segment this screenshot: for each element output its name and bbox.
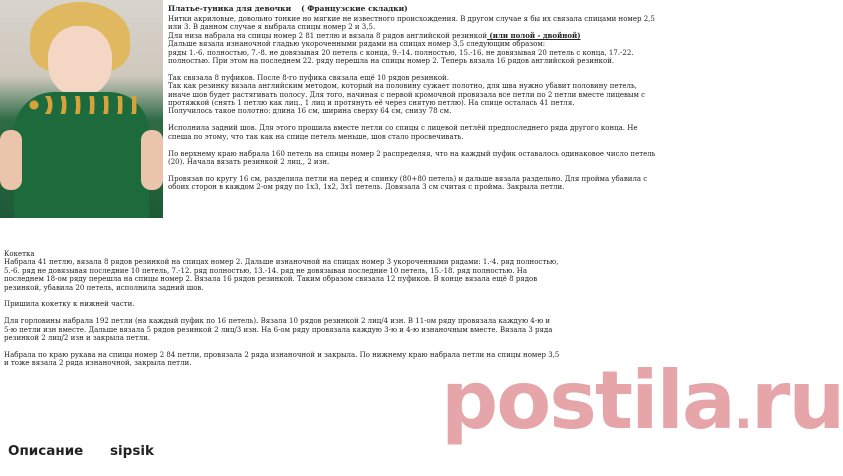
intro-line: Получилось такое полотно: длина 16 см, ширина сверху 64 см, снизу 78 см. [168,107,452,116]
intro-line [168,166,656,174]
intro-line [168,141,656,149]
intro-line [168,116,656,124]
intro-line: Так как резинку вязала английским методом, который на половину сужает полотно, для шва нужно убавит половину петель, [168,82,638,91]
kokietka-line: Кокетка [4,250,35,258]
watermark-logo: postila.ru [441,354,843,447]
intro-line: По верхнему краю набрала 160 петель на спицы номер 2 распределяя, что на каждый пуфик оставалось одинаковое число петель [168,149,656,158]
kokietka-line [4,292,656,300]
intro-line: Нитки акриловые, довольно тонкие но мягкие не известного происхождения. В другом случае я бы их связала спицами номер 2,5 [168,15,655,23]
kokietka-line: Пришила кокетку к нижней части. [4,300,135,309]
intro-line: спеша по этому, что так как на спице петель меньше, шов стало просвечивать. [168,132,464,141]
watermark-tld: ru [750,354,843,447]
watermark-brand: postila [441,354,734,447]
page-title [168,4,408,13]
intro-line: Так связала 8 пуфиков. После 8-го пуфика связала ещё 10 рядов резинкой. [168,73,449,82]
kokietka-line: и тоже вязала 2 ряда изнаночной, закрыла петли. [4,359,192,368]
intro-line: Исполнила задний шов. Для этого прошила вместе петли со спицы с лицевой петлёй предпоследнего ряда другого конца. Не [168,124,638,133]
kokietka-line: резинкой, убавила 20 петель, исполнила задний шов. [4,283,204,292]
intro-underlined-note: (или полой - двойной) [487,30,581,40]
intro-line: ряды 1.-6. полностью, 7.-8. не довязывая 20 петель с конца, 9.-14. полностью, 15.-16. не довязывая 20 петель с конца, 17.-22. [168,48,634,57]
kokietka-line: Для горловины набрала 192 петли (на каждый пуфик по 16 петель). Вязала 10 рядов резинкой 2 лиц/4 изн. В 11-ом ряду провязала каждую 4-ю и [4,317,551,326]
intro-line: или 3. В данном случае я выбрала спицы номер 2 и 3,5. [168,23,376,32]
kokietka-line: резинкой 2 лиц/2 изн и закрыла петли. [4,334,151,343]
intro-line: Провязав по кругу 16 см, разделила петли на перед и спинку (80+80 петель) и дальше вязала раздельно. Для пройма убавила с [168,174,648,183]
kokietka-line: последнем 18-ом ряду перешла на спицы номер 2. Вязала 16 рядов резинкой. Таким образом связала 12 пуфиков. В конце вязала ещё 8 рядов [4,275,538,284]
kokietka-line [4,309,656,317]
kokietka-line: Набрала 41 петлю, вязала 8 рядов резинкой на спицах номер 2. Дальше изнаночной на спицах номер 3 укороченными рядами: 1.-4. ряд полностью, [4,258,559,267]
kokietka-line [4,342,656,350]
intro-line: полностью. При этом на последнем 22. ряду перешла на спицы номер 2. Теперь вязала 16 рядов английской резинкой. [168,57,615,66]
intro-line: Для низа набрала на спицы номер 2 81 петлю и вязала 8 рядов английской резинкой (или полой - двойной) [168,30,581,40]
title-text: Платье-туника для девочки [168,4,292,13]
intro-line: протяжкой (снять 1 петлю как лиц., 1 лиц и протянуть её через снятую петлю). На спице осталась 41 петля. [168,99,575,108]
intro-text [168,15,656,192]
kokietka-line: Набрала по краю рукава на спицы номер 2 84 петли, провязала 2 ряда изнаночной и закрыла. По нижнему краю набрала петли на спицы номер 3,5 [4,350,560,359]
author-name: sipsik [110,443,154,459]
intro-line: иначе шов будет растягивать полосу. Для того, начиная с первой кромочной провязала все петли по 2 петли вместе лицевым с [168,90,646,99]
tunic-photo [0,0,163,218]
intro-line [168,65,656,73]
description-label: Описание [8,443,84,459]
kokietka-line: 5.-6. ряд не довязывая последние 10 петель, 7.-12. ряд полностью, 13.-14. ряд не довязывая последние 10 петель, 15.-18. ряд полностью. На [4,266,528,275]
intro-line: обоих сторон в каждом 2-ом ряду по 1х3, 1х2, 3х1 петель. Довязала 3 см считая с пройма. Закрыла петли. [168,183,565,192]
intro-line: (20). Начала вязать резинкой 2 лиц., 2 изн. [168,157,330,166]
kokietka-line: 5-ю петли изн вместе. Дальше вязала 5 рядов резинкой 2 лиц/3 изн. На 6-ом ряду провязала каждую 3-ю и 4-ю изнаночным вместе. Вязала 3 ряда [4,325,553,334]
title-subtitle: ( Французские складки) [301,4,408,13]
kokietka-section [4,250,656,368]
intro-line: Дальше вязала изнаночной гладью укороченными рядами на спицах номер 3,5 следующим образом: [168,40,546,49]
